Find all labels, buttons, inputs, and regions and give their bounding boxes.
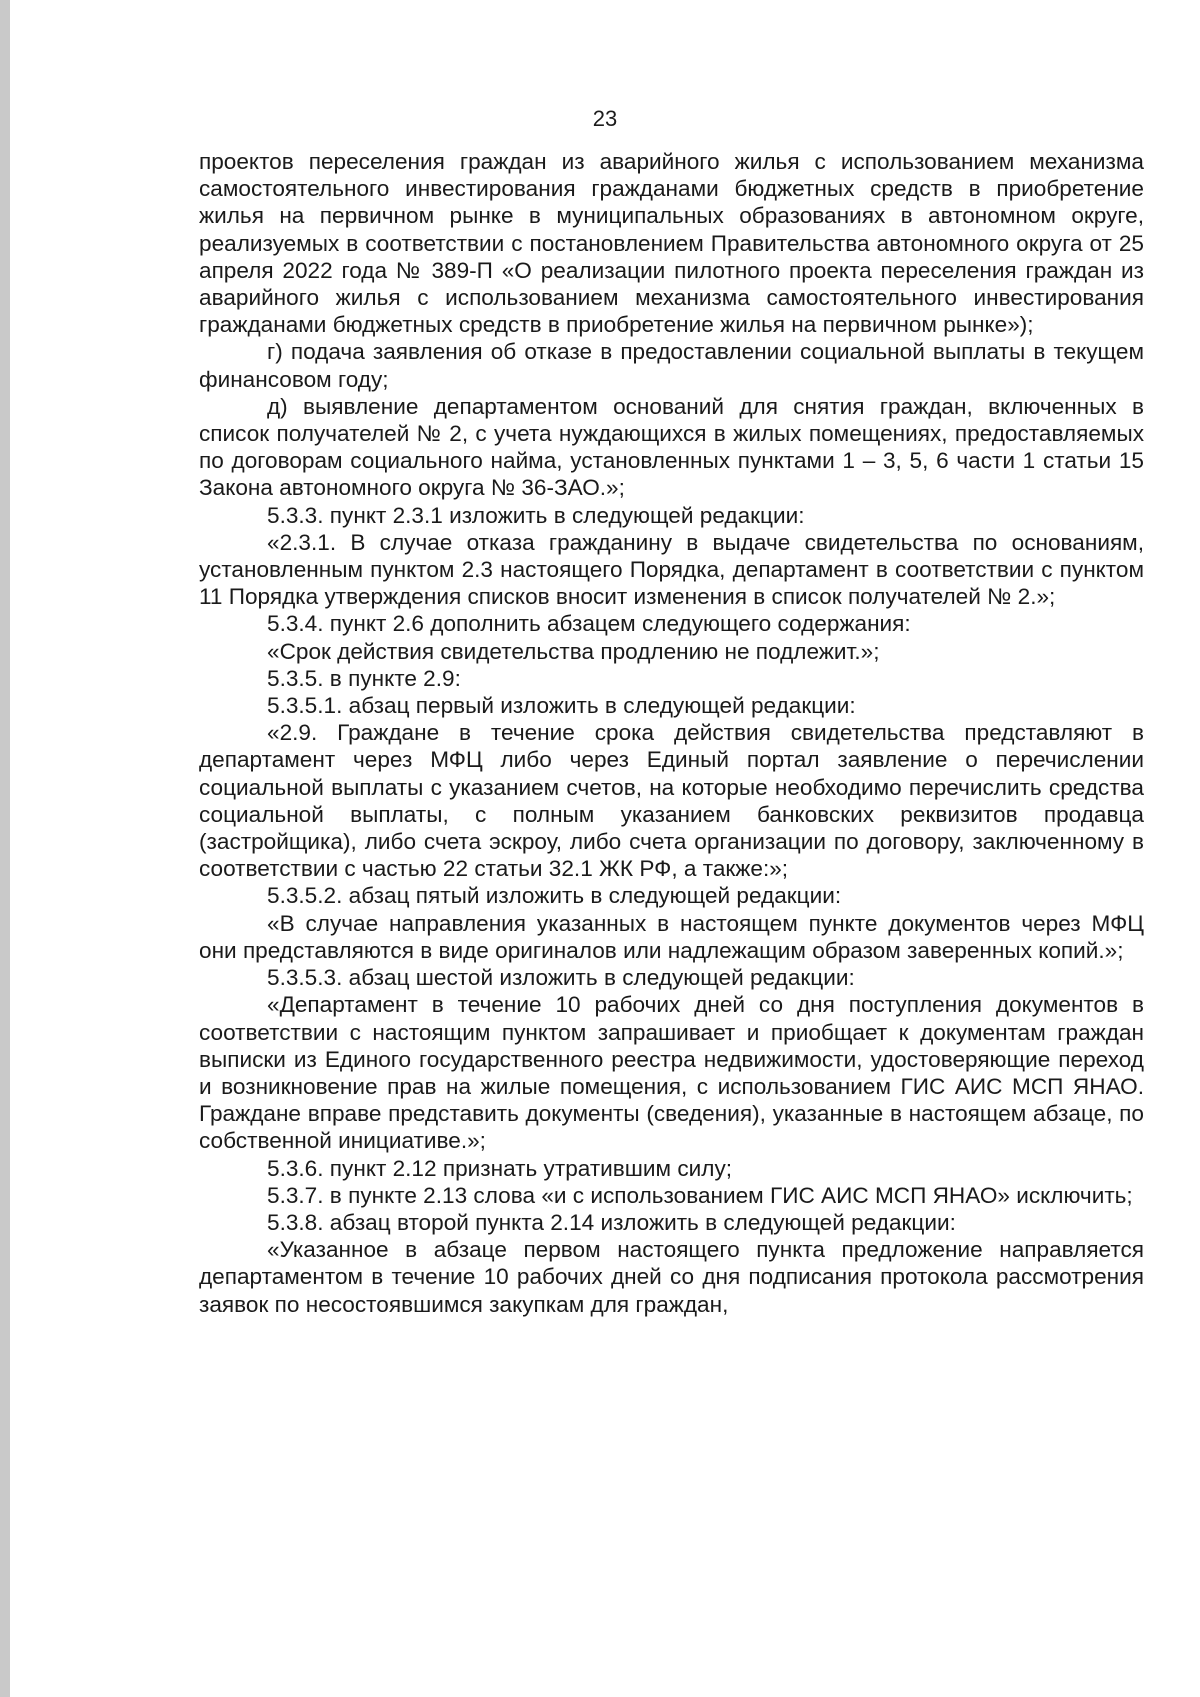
document-body: [199, 148, 1144, 1318]
paragraph-5: «2.3.1. В случае отказа гражданину в выдаче свидетельства по основаниям, установленным пунктом 2.3 настоящего Порядка, департамент в соответствии с пунктом 11 Порядка утверждения списков вносит изменения в список получателей № 2.»;: [199, 529, 1144, 610]
paragraph-1: проектов переселения граждан из аварийного жилья с использованием механизма самостоятельного инвестирования гражданами бюджетных средств в приобретение жилья на первичном рынке в муниципальных образованиях в автономном округе, реализуемых в соответствии с постановлением Правительства автономного округа от 25 апреля 2022 года № 389-П «О реализации пилотного проекта переселения граждан из аварийного жилья с использованием механизма самостоятельного инвестирования гражданами бюджетных средств в приобретение жилья на первичном рынке»);: [199, 149, 1144, 338]
page-number: 23: [592, 106, 618, 131]
paragraph-13: 5.3.5.3. абзац шестой изложить в следующей редакции:: [267, 965, 855, 991]
paragraph-11: 5.3.5.2. абзац пятый изложить в следующей редакции:: [267, 883, 842, 909]
paragraph-3: д) выявление департаментом оснований для снятия граждан, включенных в список получателей № 2, с учета нуждающихся в жилых помещениях, предоставляемых по договорам социального найма, установленных пунктами 1 – 3, 5, 6 части 1 статьи 15 Закона автономного округа № 36-ЗАО.»;: [199, 393, 1144, 501]
paragraph-14: «Департамент в течение 10 рабочих дней со дня поступления документов в соответствии с настоящим пунктом запрашивает и приобщает к документам граждан выписки из Единого государственного реестра недвижимости, удостоверяющие переход и возникновение прав на жилые помещения, с использованием ГИС АИС МСП ЯНАО. Граждане вправе представить документы (сведения), указанные в настоящем абзаце, по собственной инициативе.»;: [199, 992, 1144, 1154]
paragraph-16: 5.3.7. в пункте 2.13 слова «и с использованием ГИС АИС МСП ЯНАО» исключить;: [267, 1182, 1133, 1208]
paragraph-7: «Срок действия свидетельства продлению не подлежит.»;: [267, 638, 880, 664]
paragraph-12: «В случае направления указанных в настоящем пункте документов через МФЦ они представляются в виде оригиналов или надлежащим образом заверенных копий.»;: [199, 910, 1144, 963]
paragraph-17: 5.3.8. абзац второй пункта 2.14 изложить в следующей редакции:: [267, 1209, 956, 1235]
paragraph-10: «2.9. Граждане в течение срока действия свидетельства представляют в департамент через МФЦ либо через Единый портал заявление о перечислении социальной выплаты с указанием счетов, на которые необходимо перечислить средства социальной выплаты, с полным указанием банковских реквизитов продавца (застройщика), либо счета эскроу, либо счета организации по договору, заключенному в соответствии с частью 22 статьи 32.1 ЖК РФ, а также:»;: [199, 720, 1144, 882]
paragraph-4: 5.3.3. пункт 2.3.1 изложить в следующей редакции:: [267, 502, 805, 528]
paragraph-8: 5.3.5. в пункте 2.9:: [267, 665, 461, 691]
paragraph-2: г) подача заявления об отказе в предоставлении социальной выплаты в текущем финансовом году;: [199, 339, 1144, 392]
paragraph-9: 5.3.5.1. абзац первый изложить в следующей редакции:: [267, 693, 856, 719]
paragraph-6: 5.3.4. пункт 2.6 дополнить абзацем следующего содержания:: [267, 611, 911, 637]
scan-left-edge: [0, 0, 10, 1697]
paragraph-18: «Указанное в абзаце первом настоящего пункта предложение направляется департаментом в течение 10 рабочих дней со дня подписания протокола рассмотрения заявок по несостоявшимся закупкам для граждан,: [199, 1237, 1144, 1317]
document-page: [10, 0, 1200, 1697]
paragraph-15: 5.3.6. пункт 2.12 признать утратившим силу;: [267, 1155, 733, 1181]
